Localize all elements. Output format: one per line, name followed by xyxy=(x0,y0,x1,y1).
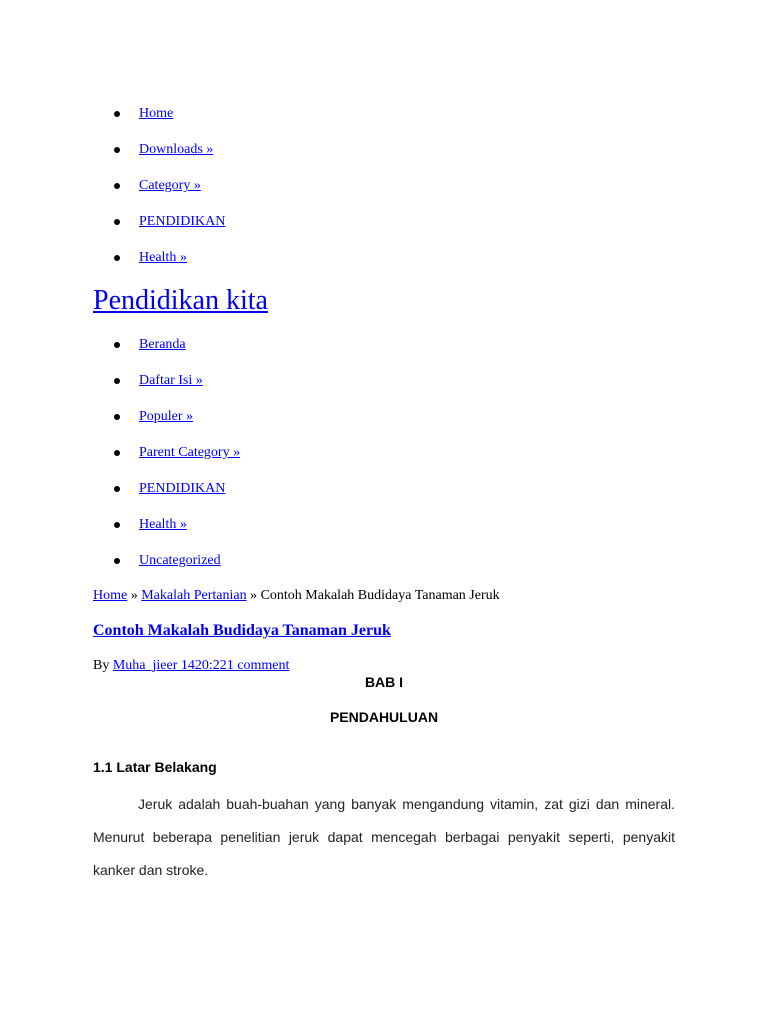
bullet-icon xyxy=(114,255,120,261)
main-menu-link-parent-category[interactable]: Parent Category » xyxy=(139,445,241,460)
byline-label: By xyxy=(93,658,113,673)
bullet-icon xyxy=(114,183,120,189)
section-heading: 1.1 Latar Belakang xyxy=(93,759,217,775)
chapter-title: PENDAHULUAN xyxy=(329,709,439,725)
top-menu-link-category[interactable]: Category » xyxy=(139,178,201,193)
bullet-icon xyxy=(114,522,120,528)
breadcrumb xyxy=(93,586,500,606)
top-menu-link-home[interactable]: Home xyxy=(139,106,174,121)
main-menu-link-daftar-isi[interactable]: Daftar Isi » xyxy=(139,373,203,388)
main-menu-link-pendidikan[interactable]: PENDIDIKAN xyxy=(139,481,226,496)
byline-meta-link[interactable]: Muha_jieer 1420:221 comment xyxy=(112,658,290,673)
bullet-icon xyxy=(114,414,120,420)
post-title-link[interactable]: Contoh Makalah Budidaya Tanaman Jeruk xyxy=(93,622,391,639)
bullet-icon xyxy=(114,147,120,153)
breadcrumb-separator: » xyxy=(127,588,142,603)
bullet-icon xyxy=(114,111,120,117)
body-paragraph: Jeruk adalah buah-buahan yang banyak mengandung vitamin, zat gizi dan mineral. Menurut beberapa penelitian jeruk dapat mencegah berbagai penyakit seperti, penyakit kanker dan stroke. xyxy=(93,796,675,878)
bullet-icon xyxy=(114,558,120,564)
main-menu-link-uncategorized[interactable]: Uncategorized xyxy=(139,553,221,568)
top-menu-link-pendidikan[interactable]: PENDIDIKAN xyxy=(139,214,226,229)
bullet-icon xyxy=(114,450,120,456)
bullet-icon xyxy=(114,219,120,225)
top-menu-link-downloads[interactable]: Downloads » xyxy=(139,142,214,157)
site-title-link[interactable]: Pendidikan kita xyxy=(93,285,268,316)
main-menu-link-health[interactable]: Health » xyxy=(139,517,187,532)
bullet-icon xyxy=(114,378,120,384)
top-menu-link-health[interactable]: Health » xyxy=(139,250,187,265)
breadcrumb-separator: » xyxy=(246,588,261,603)
breadcrumb-current: Contoh Makalah Budidaya Tanaman Jeruk xyxy=(260,588,500,603)
main-menu-link-beranda[interactable]: Beranda xyxy=(139,337,186,352)
main-menu-link-populer[interactable]: Populer » xyxy=(139,409,194,424)
bullet-icon xyxy=(114,342,120,348)
bullet-icon xyxy=(114,486,120,492)
breadcrumb-home-link[interactable]: Home xyxy=(93,588,128,603)
chapter-label: BAB I xyxy=(364,674,404,690)
breadcrumb-category-link[interactable]: Makalah Pertanian xyxy=(141,588,247,603)
